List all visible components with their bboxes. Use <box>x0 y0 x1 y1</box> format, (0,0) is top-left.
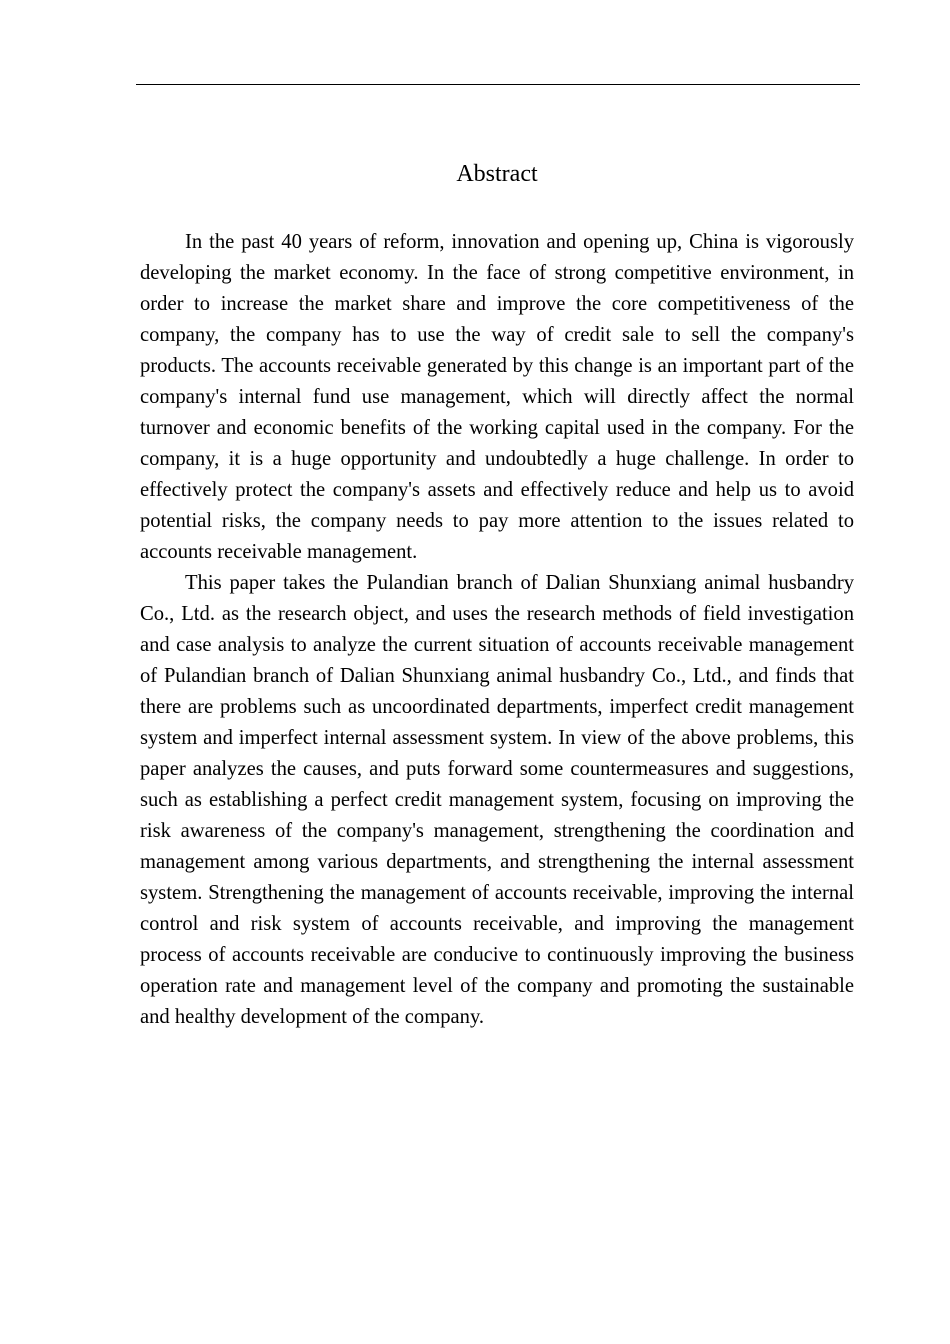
abstract-body <box>140 227 854 1033</box>
abstract-paragraph-1: In the past 40 years of reform, innovation and opening up, China is vigorously developing the market economy. In the face of strong competitive environment, in order to increase the market share and improve the core competitiveness of the company, the company has to use the way of credit sale to sell the company's products. The accounts receivable generated by this change is an important part of the company's internal fund use management, which will directly affect the normal turnover and economic benefits of the working capital used in the company. For the company, it is a huge opportunity and undoubtedly a huge challenge. In order to effectively protect the company's assets and effectively reduce and help us to avoid potential risks, the company needs to pay more attention to the issues related to accounts receivable management. <box>140 231 854 563</box>
abstract-paragraph-2: This paper takes the Pulandian branch of Dalian Shunxiang animal husbandry Co., Ltd. as the research object, and uses the research methods of field investigation and case analysis to analyze the current situation of accounts receivable management of Pulandian branch of Dalian Shunxiang animal husbandry Co., Ltd., and finds that there are problems such as uncoordinated departments, imperfect credit management system and imperfect internal assessment system. In view of the above problems, this paper analyzes the causes, and puts forward some countermeasures and suggestions, such as establishing a perfect credit management system, focusing on improving the risk awareness of the company's management, strengthening the coordination and management among various departments, and strengthening the internal assessment system. Strengthening the management of accounts receivable, improving the internal control and risk system of accounts receivable, and improving the management process of accounts receivable are conducive to continuously improving the business operation rate and management level of the company and promoting the sustainable and healthy development of the company. <box>140 572 854 1028</box>
header-rule <box>136 84 860 85</box>
page-title: Abstract <box>456 161 538 187</box>
